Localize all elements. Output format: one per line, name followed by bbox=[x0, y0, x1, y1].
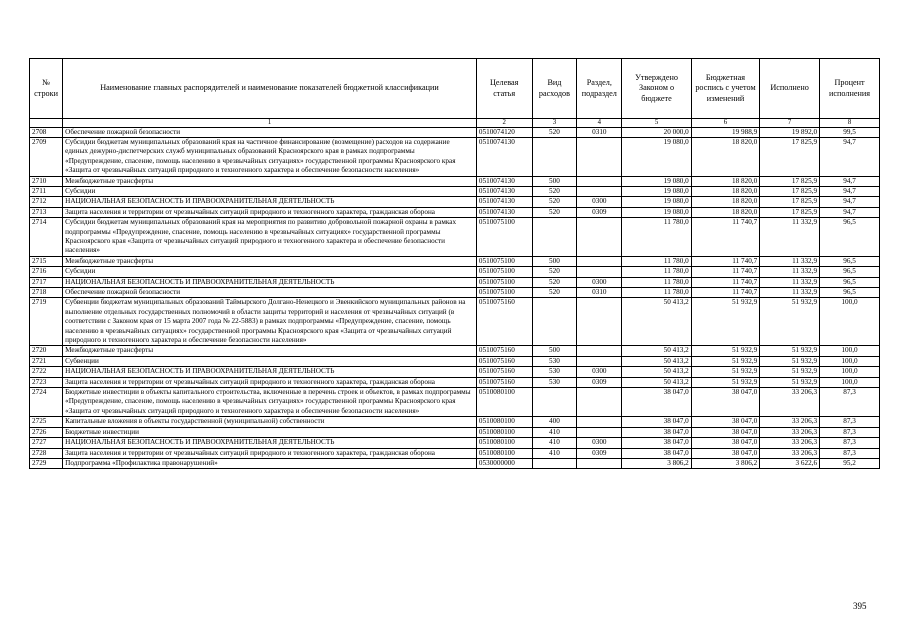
cell-planned: 51 932,9 bbox=[691, 377, 759, 387]
table-row bbox=[30, 218, 880, 257]
cell-name: Субсидии bbox=[63, 186, 477, 196]
cell-executed: 51 932,9 bbox=[760, 377, 820, 387]
page-number: 395 bbox=[853, 601, 867, 611]
cell-expense-type: 500 bbox=[532, 346, 577, 356]
cell-executed: 33 206,3 bbox=[760, 448, 820, 458]
cell-section bbox=[577, 267, 622, 277]
cell-approved: 38 047,0 bbox=[622, 448, 691, 458]
cell-section: 0309 bbox=[577, 448, 622, 458]
cell-approved: 38 047,0 bbox=[622, 438, 691, 448]
cell-executed: 33 206,3 bbox=[760, 388, 820, 417]
cell-row-number: 2721 bbox=[30, 356, 63, 366]
cell-approved: 11 780,0 bbox=[622, 267, 691, 277]
cell-row-number: 2720 bbox=[30, 346, 63, 356]
table-row bbox=[30, 186, 880, 196]
cell-row-number: 2726 bbox=[30, 427, 63, 437]
cell-percent: 87,3 bbox=[820, 388, 880, 417]
cell-executed: 33 206,3 bbox=[760, 427, 820, 437]
column-number-row bbox=[30, 119, 880, 128]
table-row bbox=[30, 458, 880, 468]
cell-name: НАЦИОНАЛЬНАЯ БЕЗОПАСНОСТЬ И ПРАВООХРАНИТЕЛЬНАЯ ДЕЯТЕЛЬНОСТЬ bbox=[63, 438, 477, 448]
cell-row-number: 2718 bbox=[30, 288, 63, 298]
cell-expense-type bbox=[532, 388, 577, 417]
cell-row-number: 2711 bbox=[30, 186, 63, 196]
cell-executed: 11 332,9 bbox=[760, 277, 820, 287]
cell-section bbox=[577, 417, 622, 427]
cell-section: 0310 bbox=[577, 127, 622, 137]
cell-name: Межбюджетные трансферты bbox=[63, 176, 477, 186]
cell-section: 0309 bbox=[577, 377, 622, 387]
cell-row-number: 2725 bbox=[30, 417, 63, 427]
cell-executed: 17 825,9 bbox=[760, 186, 820, 196]
cell-approved: 50 413,2 bbox=[622, 377, 691, 387]
table-row bbox=[30, 438, 880, 448]
cell-row-number: 2713 bbox=[30, 207, 63, 217]
cell-percent: 96,5 bbox=[820, 256, 880, 266]
table-row bbox=[30, 417, 880, 427]
cell-planned: 51 932,9 bbox=[691, 346, 759, 356]
cell-row-number: 2723 bbox=[30, 377, 63, 387]
cell-target-article: 0510075100 bbox=[476, 218, 532, 257]
cell-approved: 38 047,0 bbox=[622, 388, 691, 417]
cell-section bbox=[577, 176, 622, 186]
cell-percent: 87,3 bbox=[820, 427, 880, 437]
cell-target-article: 0510075160 bbox=[476, 367, 532, 377]
cell-target-article: 0510075160 bbox=[476, 346, 532, 356]
table-row bbox=[30, 427, 880, 437]
cell-target-article: 0510074130 bbox=[476, 186, 532, 196]
cell-expense-type: 500 bbox=[532, 176, 577, 186]
cell-percent: 100,0 bbox=[820, 298, 880, 346]
cell-executed: 51 932,9 bbox=[760, 367, 820, 377]
cell-approved: 19 080,0 bbox=[622, 207, 691, 217]
table-row bbox=[30, 356, 880, 366]
cell-section bbox=[577, 256, 622, 266]
cell-section bbox=[577, 186, 622, 196]
header-executed: Исполнено bbox=[760, 59, 820, 119]
cell-target-article: 0510080100 bbox=[476, 417, 532, 427]
cell-target-article: 0510074130 bbox=[476, 197, 532, 207]
cell-section: 0300 bbox=[577, 438, 622, 448]
cell-approved: 11 780,0 bbox=[622, 277, 691, 287]
cell-expense-type bbox=[532, 298, 577, 346]
cell-row-number: 2710 bbox=[30, 176, 63, 186]
table-row bbox=[30, 448, 880, 458]
table-row bbox=[30, 197, 880, 207]
cell-planned: 51 932,9 bbox=[691, 298, 759, 346]
cell-expense-type: 410 bbox=[532, 427, 577, 437]
cell-executed: 33 206,3 bbox=[760, 417, 820, 427]
cell-target-article: 0510074130 bbox=[476, 176, 532, 186]
cell-percent: 96,5 bbox=[820, 267, 880, 277]
cell-section bbox=[577, 137, 622, 176]
table-header bbox=[30, 59, 880, 128]
cell-expense-type: 410 bbox=[532, 448, 577, 458]
cell-row-number: 2715 bbox=[30, 256, 63, 266]
cell-approved: 11 780,0 bbox=[622, 218, 691, 257]
cell-name: НАЦИОНАЛЬНАЯ БЕЗОПАСНОСТЬ И ПРАВООХРАНИТЕЛЬНАЯ ДЕЯТЕЛЬНОСТЬ bbox=[63, 367, 477, 377]
cell-percent: 96,5 bbox=[820, 277, 880, 287]
cell-target-article: 0510080100 bbox=[476, 438, 532, 448]
cell-planned: 18 820,0 bbox=[691, 197, 759, 207]
cell-name: Субсидии бюджетам муниципальных образований края на частичное финансирование (возмещение) расходов на содержание единых дежурно-диспетчерских служб муниципальных образований Красноярского края в рамках подпрограммы «Предупреждение, спасение, помощь населению в чрезвычайных ситуациях» государственной программы Красноярского края «Защита от чрезвычайных ситуаций природного и техногенного характера и обеспечение безопасности населения» bbox=[63, 137, 477, 176]
cell-percent: 100,0 bbox=[820, 367, 880, 377]
cell-approved: 19 080,0 bbox=[622, 176, 691, 186]
table-row bbox=[30, 176, 880, 186]
header-target-article: Целевая статья bbox=[476, 59, 532, 119]
cell-expense-type: 410 bbox=[532, 438, 577, 448]
cell-approved: 50 413,2 bbox=[622, 346, 691, 356]
cell-planned: 18 820,0 bbox=[691, 176, 759, 186]
cell-executed: 19 892,0 bbox=[760, 127, 820, 137]
cell-name: Межбюджетные трансферты bbox=[63, 346, 477, 356]
cell-approved: 19 080,0 bbox=[622, 137, 691, 176]
cell-expense-type: 400 bbox=[532, 417, 577, 427]
table-row bbox=[30, 256, 880, 266]
cell-row-number: 2729 bbox=[30, 458, 63, 468]
cell-row-number: 2716 bbox=[30, 267, 63, 277]
cell-name: Субсидии бюджетам муниципальных образований края на мероприятия по развитию добровольной пожарной охраны в рамках подпрограммы «Предупреждение, спасение, помощь населению в чрезвычайных ситуациях» государственной программы Красноярского края «Защита от чрезвычайных ситуаций природного и техногенного характера и обеспечение безопасности населения» bbox=[63, 218, 477, 257]
cell-row-number: 2714 bbox=[30, 218, 63, 257]
cell-percent: 94,7 bbox=[820, 207, 880, 217]
cell-planned: 18 820,0 bbox=[691, 207, 759, 217]
cell-expense-type bbox=[532, 137, 577, 176]
cell-expense-type: 500 bbox=[532, 256, 577, 266]
cell-executed: 51 932,9 bbox=[760, 356, 820, 366]
column-number: 7 bbox=[760, 119, 820, 128]
cell-name: Защита населения и территории от чрезвычайных ситуаций природного и техногенного характера, гражданская оборона bbox=[63, 448, 477, 458]
cell-planned: 19 988,9 bbox=[691, 127, 759, 137]
cell-planned: 11 740,7 bbox=[691, 288, 759, 298]
table-row bbox=[30, 267, 880, 277]
cell-executed: 17 825,9 bbox=[760, 176, 820, 186]
cell-planned: 18 820,0 bbox=[691, 137, 759, 176]
cell-approved: 19 080,0 bbox=[622, 186, 691, 196]
cell-row-number: 2717 bbox=[30, 277, 63, 287]
column-number: 1 bbox=[63, 119, 477, 128]
column-number: 8 bbox=[820, 119, 880, 128]
cell-section: 0300 bbox=[577, 277, 622, 287]
column-number-blank bbox=[30, 119, 63, 128]
cell-planned: 38 047,0 bbox=[691, 388, 759, 417]
cell-section: 0300 bbox=[577, 197, 622, 207]
cell-executed: 11 332,9 bbox=[760, 218, 820, 257]
cell-approved: 19 080,0 bbox=[622, 197, 691, 207]
cell-percent: 95,2 bbox=[820, 458, 880, 468]
cell-approved: 38 047,0 bbox=[622, 417, 691, 427]
cell-expense-type: 530 bbox=[532, 356, 577, 366]
cell-expense-type: 520 bbox=[532, 197, 577, 207]
cell-section bbox=[577, 458, 622, 468]
cell-section bbox=[577, 298, 622, 346]
cell-expense-type: 520 bbox=[532, 277, 577, 287]
cell-target-article: 0510075100 bbox=[476, 288, 532, 298]
cell-executed: 11 332,9 bbox=[760, 256, 820, 266]
cell-name: Обеспечение пожарной безопасности bbox=[63, 288, 477, 298]
cell-approved: 50 413,2 bbox=[622, 298, 691, 346]
cell-planned: 51 932,9 bbox=[691, 356, 759, 366]
column-number: 4 bbox=[577, 119, 622, 128]
cell-name: НАЦИОНАЛЬНАЯ БЕЗОПАСНОСТЬ И ПРАВООХРАНИТЕЛЬНАЯ ДЕЯТЕЛЬНОСТЬ bbox=[63, 277, 477, 287]
cell-executed: 33 206,3 bbox=[760, 438, 820, 448]
cell-target-article: 0510075160 bbox=[476, 377, 532, 387]
header-approved: Утверждено Законом о бюджете bbox=[622, 59, 691, 119]
cell-percent: 100,0 bbox=[820, 356, 880, 366]
cell-executed: 17 825,9 bbox=[760, 207, 820, 217]
cell-section: 0309 bbox=[577, 207, 622, 217]
cell-executed: 17 825,9 bbox=[760, 197, 820, 207]
cell-target-article: 0510075100 bbox=[476, 277, 532, 287]
cell-expense-type: 520 bbox=[532, 127, 577, 137]
cell-expense-type: 530 bbox=[532, 367, 577, 377]
cell-row-number: 2728 bbox=[30, 448, 63, 458]
cell-percent: 87,3 bbox=[820, 448, 880, 458]
cell-planned: 38 047,0 bbox=[691, 427, 759, 437]
cell-percent: 100,0 bbox=[820, 346, 880, 356]
cell-section: 0300 bbox=[577, 367, 622, 377]
cell-row-number: 2722 bbox=[30, 367, 63, 377]
cell-executed: 17 825,9 bbox=[760, 137, 820, 176]
cell-section bbox=[577, 346, 622, 356]
table-row bbox=[30, 367, 880, 377]
cell-name: Бюджетные инвестиции bbox=[63, 427, 477, 437]
cell-approved: 50 413,2 bbox=[622, 367, 691, 377]
column-number: 3 bbox=[532, 119, 577, 128]
cell-target-article: 0510075160 bbox=[476, 356, 532, 366]
cell-expense-type: 520 bbox=[532, 288, 577, 298]
cell-target-article: 0510080100 bbox=[476, 448, 532, 458]
cell-target-article: 0530000000 bbox=[476, 458, 532, 468]
table-row bbox=[30, 288, 880, 298]
cell-expense-type bbox=[532, 218, 577, 257]
cell-planned: 18 820,0 bbox=[691, 186, 759, 196]
cell-target-article: 0510075100 bbox=[476, 267, 532, 277]
cell-executed: 51 932,9 bbox=[760, 346, 820, 356]
cell-section bbox=[577, 427, 622, 437]
cell-section bbox=[577, 356, 622, 366]
cell-name: Субвенции bbox=[63, 356, 477, 366]
cell-target-article: 0510080100 bbox=[476, 427, 532, 437]
cell-approved: 11 780,0 bbox=[622, 256, 691, 266]
table-row bbox=[30, 377, 880, 387]
cell-expense-type bbox=[532, 458, 577, 468]
cell-executed: 51 932,9 bbox=[760, 298, 820, 346]
cell-percent: 87,3 bbox=[820, 417, 880, 427]
table-row bbox=[30, 388, 880, 417]
cell-target-article: 0510075100 bbox=[476, 256, 532, 266]
cell-percent: 100,0 bbox=[820, 377, 880, 387]
cell-planned: 38 047,0 bbox=[691, 448, 759, 458]
cell-name: Субвенции бюджетам муниципальных образований Таймырского Долгано-Ненецкого и Эвенкийского муниципальных районов на выполнение отдельных государственных полномочий в области защиты территорий и населения от чрезвычайных ситуаций (в соответствии с Законом края от 15 марта 2007 года № 22-5883) в рамках подпрограммы «Предупреждение, спасение, помощь населению в чрезвычайных ситуациях» государственной программы Красноярского края «Защита от чрезвычайных ситуаций природного и техногенного характера и обеспечение безопасности населения» bbox=[63, 298, 477, 346]
cell-section bbox=[577, 218, 622, 257]
cell-row-number: 2727 bbox=[30, 438, 63, 448]
cell-expense-type: 520 bbox=[532, 267, 577, 277]
cell-approved: 38 047,0 bbox=[622, 427, 691, 437]
cell-name: Капитальные вложения в объекты государственной (муниципальной) собственности bbox=[63, 417, 477, 427]
column-number: 5 bbox=[622, 119, 691, 128]
table-row bbox=[30, 137, 880, 176]
cell-target-article: 0510075160 bbox=[476, 298, 532, 346]
cell-row-number: 2724 bbox=[30, 388, 63, 417]
cell-percent: 94,7 bbox=[820, 137, 880, 176]
header-planned: Бюджетная роспись с учетом изменений bbox=[691, 59, 759, 119]
cell-percent: 87,3 bbox=[820, 438, 880, 448]
cell-percent: 96,5 bbox=[820, 288, 880, 298]
cell-planned: 11 740,7 bbox=[691, 267, 759, 277]
cell-expense-type: 520 bbox=[532, 207, 577, 217]
header-row-number: № строки bbox=[30, 59, 63, 119]
table-body bbox=[30, 127, 880, 469]
cell-target-article: 0510074130 bbox=[476, 207, 532, 217]
cell-planned: 11 740,7 bbox=[691, 218, 759, 257]
cell-name: Подпрограмма «Профилактика правонарушений» bbox=[63, 458, 477, 468]
table-row bbox=[30, 298, 880, 346]
cell-target-article: 0510074130 bbox=[476, 137, 532, 176]
column-number: 6 bbox=[691, 119, 759, 128]
cell-executed: 3 622,6 bbox=[760, 458, 820, 468]
cell-percent: 94,7 bbox=[820, 186, 880, 196]
header-section: Раздел, подраздел bbox=[577, 59, 622, 119]
cell-row-number: 2708 bbox=[30, 127, 63, 137]
cell-name: НАЦИОНАЛЬНАЯ БЕЗОПАСНОСТЬ И ПРАВООХРАНИТЕЛЬНАЯ ДЕЯТЕЛЬНОСТЬ bbox=[63, 197, 477, 207]
cell-planned: 11 740,7 bbox=[691, 256, 759, 266]
cell-approved: 11 780,0 bbox=[622, 288, 691, 298]
cell-name: Субсидии bbox=[63, 267, 477, 277]
cell-planned: 11 740,7 bbox=[691, 277, 759, 287]
cell-expense-type: 530 bbox=[532, 377, 577, 387]
cell-approved: 20 000,0 bbox=[622, 127, 691, 137]
table-row bbox=[30, 127, 880, 137]
header-expense-type: Вид расходов bbox=[532, 59, 577, 119]
cell-planned: 3 806,2 bbox=[691, 458, 759, 468]
cell-section bbox=[577, 388, 622, 417]
cell-section: 0310 bbox=[577, 288, 622, 298]
cell-name: Защита населения и территории от чрезвычайных ситуаций природного и техногенного характера, гражданская оборона bbox=[63, 377, 477, 387]
cell-executed: 11 332,9 bbox=[760, 288, 820, 298]
cell-approved: 50 413,2 bbox=[622, 356, 691, 366]
cell-planned: 38 047,0 bbox=[691, 438, 759, 448]
cell-expense-type: 520 bbox=[532, 186, 577, 196]
cell-target-article: 0510074120 bbox=[476, 127, 532, 137]
cell-planned: 51 932,9 bbox=[691, 367, 759, 377]
cell-name: Бюджетные инвестиции в объекты капитального строительства, включенные в перечень строек и объектов, в рамках подпрограммы «Предупреждение, спасение, помощь населению в чрезвычайных ситуациях» государственной программы Красноярского края «Защита от чрезвычайных ситуаций природного и техногенного характера и обеспечение безопасности населения» bbox=[63, 388, 477, 417]
cell-executed: 11 332,9 bbox=[760, 267, 820, 277]
cell-percent: 94,7 bbox=[820, 176, 880, 186]
cell-approved: 3 806,2 bbox=[622, 458, 691, 468]
header-percent: Процент исполнения bbox=[820, 59, 880, 119]
column-number: 2 bbox=[476, 119, 532, 128]
cell-planned: 38 047,0 bbox=[691, 417, 759, 427]
cell-row-number: 2712 bbox=[30, 197, 63, 207]
header-name: Наименование главных распорядителей и наименование показателей бюджетной классификации bbox=[63, 59, 477, 119]
cell-percent: 99,5 bbox=[820, 127, 880, 137]
budget-execution-table bbox=[29, 58, 880, 469]
cell-name: Защита населения и территории от чрезвычайных ситуаций природного и техногенного характера, гражданская оборона bbox=[63, 207, 477, 217]
cell-name: Обеспечение пожарной безопасности bbox=[63, 127, 477, 137]
table-row bbox=[30, 277, 880, 287]
cell-row-number: 2719 bbox=[30, 298, 63, 346]
table-row bbox=[30, 346, 880, 356]
table-row bbox=[30, 207, 880, 217]
cell-row-number: 2709 bbox=[30, 137, 63, 176]
cell-percent: 94,7 bbox=[820, 197, 880, 207]
cell-percent: 96,5 bbox=[820, 218, 880, 257]
cell-name: Межбюджетные трансферты bbox=[63, 256, 477, 266]
cell-target-article: 0510080100 bbox=[476, 388, 532, 417]
